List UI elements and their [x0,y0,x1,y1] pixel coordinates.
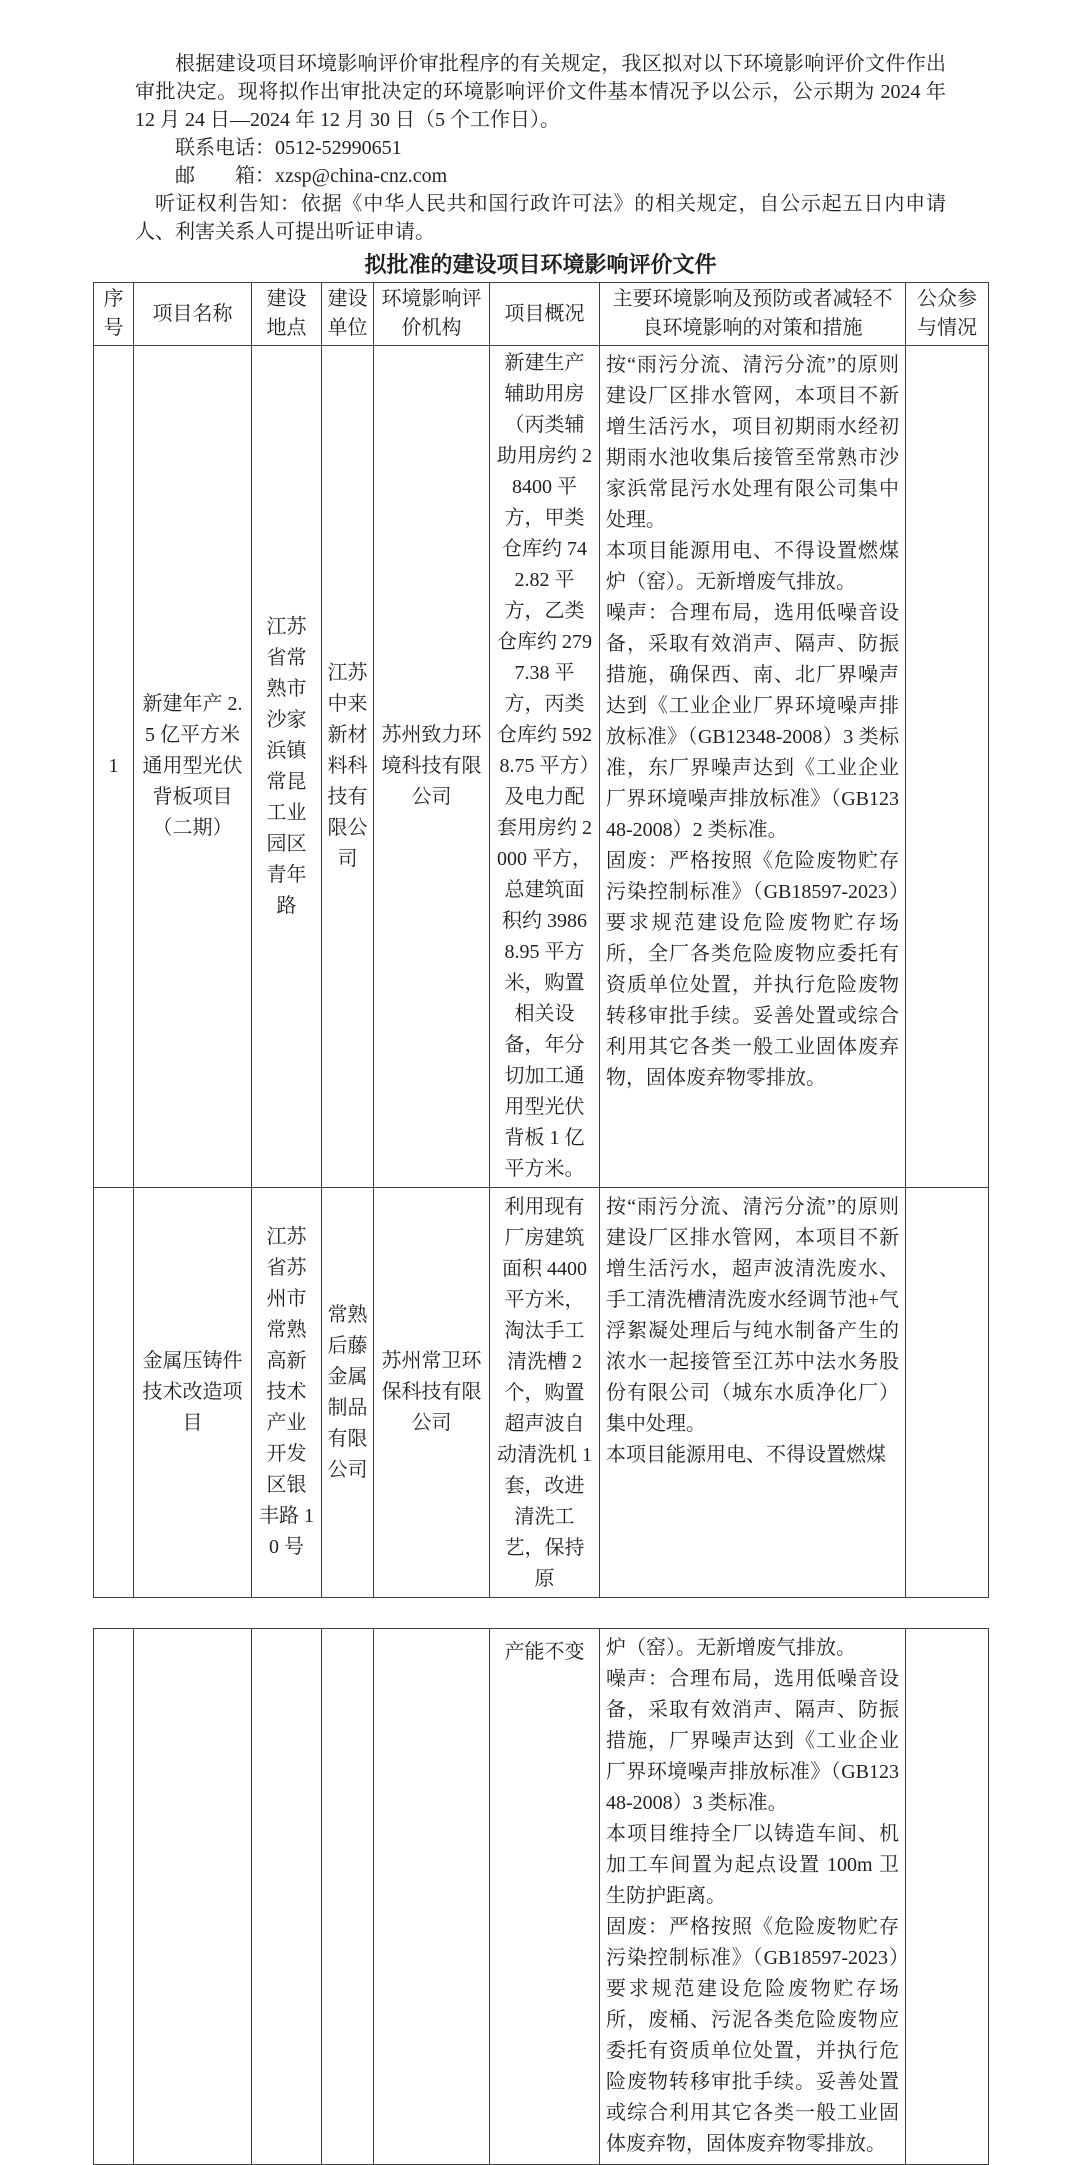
cell-eia-agency-empty [374,1629,490,2165]
table-row-project-1 [94,346,989,1188]
cell-builder: 常熟后藤金属制品有限公司 [322,1188,374,1598]
cell-measures [600,1188,906,1598]
cell-location: 江苏省常熟市沙家浜镇常昆工业园区青年路 [252,346,322,1188]
cell-measures-continued [600,1629,906,2165]
header-eia-agency: 环境影响评价机构 [374,283,490,346]
cell-builder: 江苏中来新材料科技有限公司 [322,346,374,1188]
cell-project-name: 金属压铸件技术改造项目 [134,1188,252,1598]
header-location: 建设地点 [252,283,322,346]
cell-location: 江苏省苏州市常熟高新技术产业开发区银丰路 10 号 [252,1188,322,1598]
cell-public-participation [906,1188,989,1598]
cell-eia-agency: 苏州致力环境科技有限公司 [374,346,490,1188]
header-row [94,283,989,346]
intro-paragraph: 根据建设项目环境影响评价审批程序的有关规定，我区拟对以下环境影响评价文件作出审批决定。现将拟作出审批决定的环境影响评价文件基本情况予以公示，公示期为 2024 年 12 月 24 日—2024 年 12 月 30 日（5 个工作日）。 [135,53,946,131]
measure-paragraph: 按“雨污分流、清污分流”的原则建设厂区排水管网，本项目不新增生活污水，超声波清洗废水、手工清洗槽清洗废水经调节池+气浮絮凝处理后与纯水制备产生的浓水一起接管至江苏中法水务股份有限公司（城东水质净化厂）集中处理。 [606,1196,899,1435]
header-measures: 主要环境影响及预防或者减轻不良环境影响的对策和措施 [600,283,906,346]
table-row-project-2 [94,1188,989,1598]
cell-overview: 利用现有厂房建筑面积 4400 平方米，淘汰手工清洗槽 2 个，购置超声波自动清洗机 1 套，改进清洗工艺，保持原 [490,1188,600,1598]
cell-no [94,1188,134,1598]
measure-paragraph: 炉（窑）。无新增废气排放。 [606,1637,856,1659]
cell-measures [600,346,906,1188]
header-project-name: 项目名称 [134,283,252,346]
cell-location-empty [252,1629,322,2165]
contact-phone-line: 联系电话：0512-52990651 [175,137,402,159]
hearing-rights-line: 听证权利告知：依据《中华人民共和国行政许可法》的相关规定，自公示起五日内申请人、利害关系人可提出听证申请。 [135,193,946,243]
header-overview: 项目概况 [490,283,600,346]
cell-overview: 新建生产辅助用房（丙类辅助用房约 28400 平方，甲类仓库约 742.82 平方，乙类仓库约 2797.38 平方，丙类仓库约 5928.75 平方）及电力配套用房约 2000 平方，总建筑面积约 39868.95 平方米，购置相关设备，年分切加工通用型光伏背板 1 亿平方米。 [490,346,600,1188]
measure-paragraph: 噪声：合理布局，选用低噪音设备，采取有效消声、隔声、防振措施，厂界噪声达到《工业企业厂界环境噪声排放标准》（GB12348-2008）3 类标准。 [606,1668,899,1814]
cell-builder-empty [322,1629,374,2165]
table-row-project-2-continued [94,1629,989,2165]
contact-email-line: 邮 箱：xzsp@china-cnz.com [175,165,448,187]
measure-paragraph: 固废：严格按照《危险废物贮存污染控制标准》（GB18597-2023）要求规范建设危险废物贮存场所，全厂各类危险废物应委托有资质单位处置，并执行危险废物转移审批手续。妥善处置或综合利用其它各类一般工业固体废弃物，固体废弃物零排放。 [606,850,899,1089]
table-title: 拟批准的建设项目环境影响评价文件 [364,252,717,277]
header-builder: 建设单位 [322,283,374,346]
intro-section [135,50,946,246]
cell-overview-continued: 产能不变 [490,1629,600,2165]
header-public-participation: 公众参与情况 [906,283,989,346]
cell-public-participation-empty [906,1629,989,2165]
cell-no-empty [94,1629,134,2165]
measure-paragraph: 本项目维持全厂以铸造车间、机加工车间置为起点设置 100m 卫生防护距离。 [606,1823,899,1907]
cell-public-participation [906,346,989,1188]
cell-eia-agency: 苏州常卫环保科技有限公司 [374,1188,490,1598]
cell-project-name: 新建年产 2.5 亿平方米通用型光伏背板项目（二期） [134,346,252,1188]
measure-paragraph: 按“雨污分流、清污分流”的原则建设厂区排水管网，本项目不新增生活污水，项目初期雨水经初期雨水池收集后接管至常熟市沙家浜常昆污水处理有限公司集中处理。 [606,354,899,531]
header-no: 序号 [94,283,134,346]
approval-table-part2-continuation [93,1628,989,2165]
cell-project-name-empty [134,1629,252,2165]
measure-paragraph: 噪声：合理布局，选用低噪音设备，采取有效消声、隔声、防振措施，确保西、南、北厂界噪声达到《工业企业厂界环境噪声排放标准》（GB12348-2008）3 类标准，东厂界噪声达到《工业企业厂界环境噪声排放标准》（GB12348-2008）2 类标准。 [606,602,899,841]
measure-paragraph: 本项目能源用电、不得设置燃煤 [606,1444,886,1466]
approval-table-part1 [93,282,989,1598]
measure-paragraph: 本项目能源用电、不得设置燃煤炉（窑）。无新增废气排放。 [606,540,899,593]
measure-paragraph: 固废：严格按照《危险废物贮存污染控制标准》（GB18597-2023）要求规范建设危险废物贮存场所，废桶、污泥各类危险废物应委托有资质单位处置，并执行危险废物转移审批手续。妥善处置或综合利用其它各类一般工业固体废弃物，固体废弃物零排放。 [606,1916,899,2155]
cell-no: 1 [94,346,134,1188]
